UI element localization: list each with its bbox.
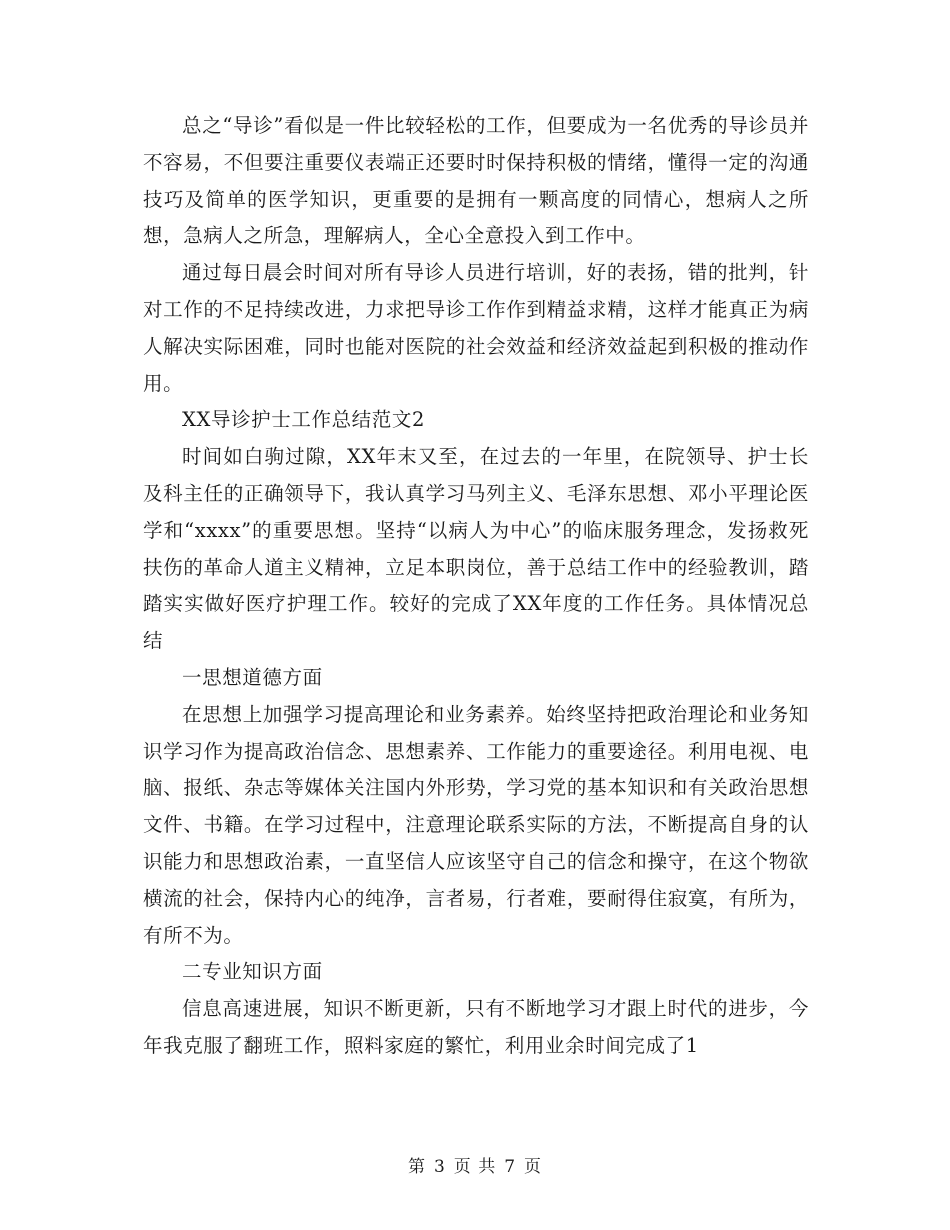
footer-middle: 页 共	[453, 1157, 497, 1177]
footer-total-pages: 7	[504, 1157, 517, 1177]
paragraph-professional: 信息高速进展，知识不断更新，只有不断地学习才跟上时代的进步，今年我克服了翻班工作，照料家庭的繁忙，利用业余时间完成了1	[143, 997, 809, 1057]
footer-current-page: 3	[433, 1157, 446, 1177]
paragraph-summary: 总之“导诊”看似是一件比较轻松的工作，但要成为一名优秀的导诊员并不容易，不但要注重要仪表端正还要时时保持积极的情绪，懂得一定的沟通技巧及简单的医学知识，更重要的是拥有一颗高度的同情心，想病人之所想，急病人之所急，理解病人，全心全意投入到工作中。	[143, 114, 809, 248]
paragraph-ideology: 在思想上加强学习提高理论和业务素养。始终坚持把政治理论和业务知识学习作为提高政治信念、思想素养、工作能力的重要途径。利用电视、电脑、报纸、杂志等媒体关注国内外形势，学习党的基本知识和有关政治思想文件、书籍。在学习过程中，注意理论联系实际的方法，不断提高自身的认识能力和思想政治素，一直坚信人应该坚守自己的信念和操守，在这个物欲横流的社会，保持内心的纯净，言者易，行者难，要耐得住寂寞，有所为，有所不为。	[143, 702, 809, 947]
footer-prefix: 第	[407, 1157, 426, 1177]
paragraph-intro: 时间如白驹过隙，XX年末又至，在过去的一年里，在院领导、护士长及科主任的正确领导下，我认真学习马列主义、毛泽东思想、邓小平理论医学和“xxxx”的重要思想。坚持“以病人为中心”的临床服务理念，发扬救死扶伤的革命人道主义精神，立足本职岗位，善于总结工作中的经验教训，踏踏实实做好医疗护理工作。较好的完成了XX年度的工作任务。具体情况总结	[143, 445, 809, 653]
footer-suffix: 页	[524, 1157, 543, 1177]
section-title: XX导诊护士工作总结范文2	[182, 408, 425, 432]
heading-professional: 二专业知识方面	[182, 960, 323, 984]
paragraph-training: 通过每日晨会时间对所有导诊人员进行培训，好的表扬，错的批判，针对工作的不足持续改进，力求把导诊工作作到精益求精，这样才能真正为病人解决实际困难，同时也能对医院的社会效益和经济效益起到积极的推动作用。	[143, 261, 809, 395]
document-body	[143, 108, 809, 1065]
page-footer	[0, 1152, 950, 1177]
heading-ideology: 一思想道德方面	[182, 665, 323, 689]
